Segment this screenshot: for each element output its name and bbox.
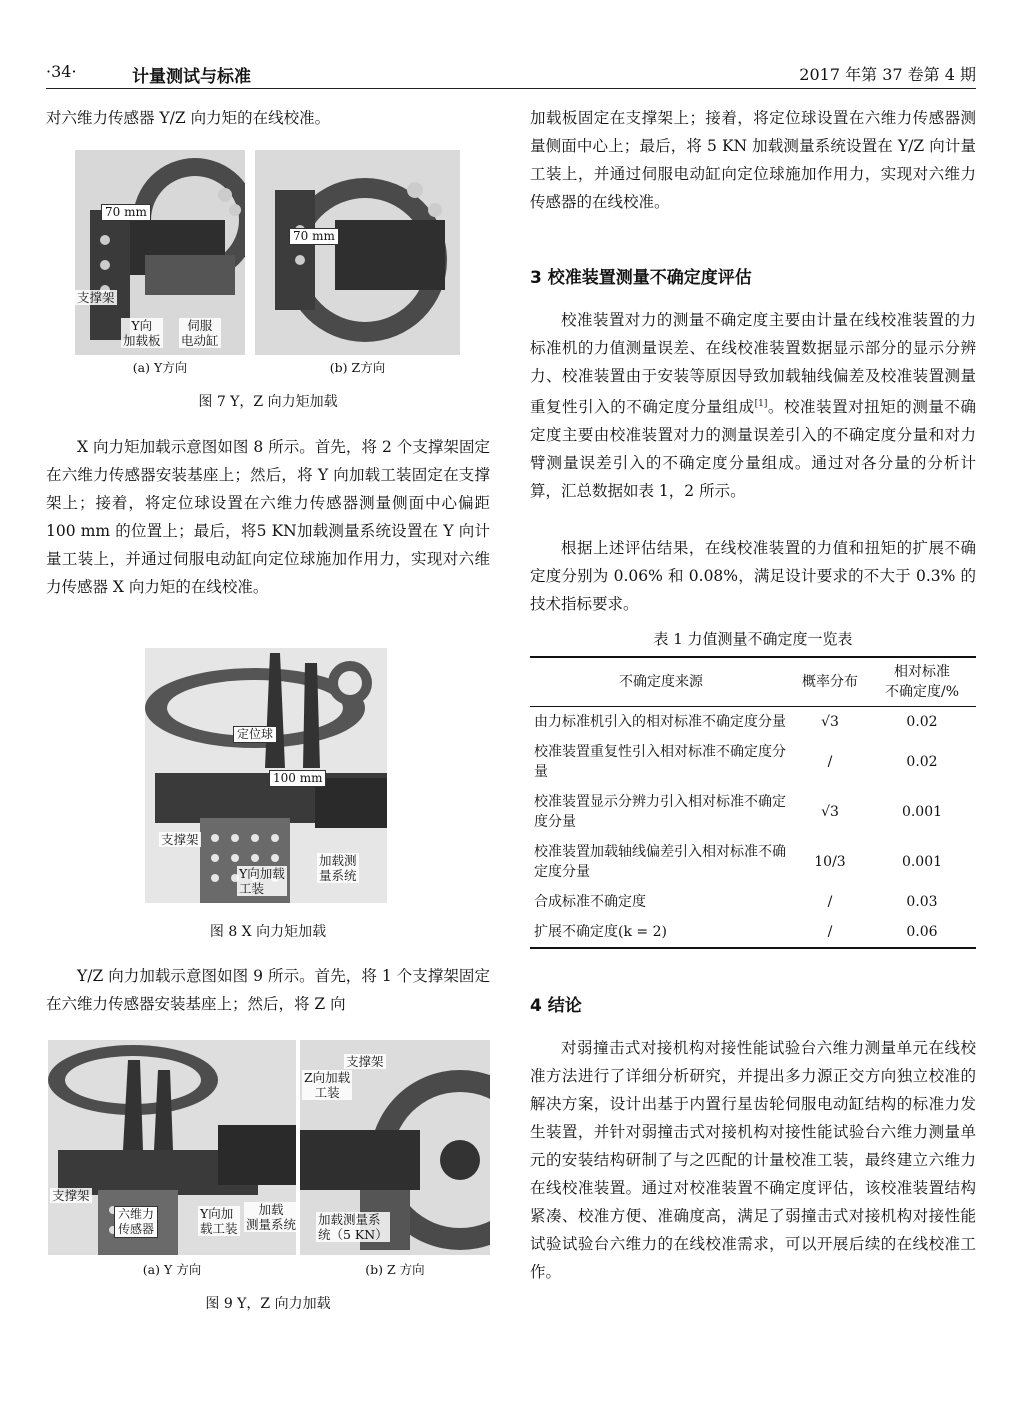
fig9a-system: 加载 测量系统	[244, 1202, 296, 1232]
figure-7a	[75, 150, 245, 355]
fig8-system: 加载测 量系统	[319, 853, 357, 883]
right-para-3: 对弱撞击式对接机构对接性能试验台六维力测量单元在线校准方法进行了详细分析研究，并提出多力源正交方向独立校准的解决方案，设计出基于内置行星齿轮伺服电动缸结构的标准力发生装置，并针对弱撞击式对接机构对接性能试验台六维力测量单元的安装结构研制了与之匹配的计量校准工装，最终建立六维力在线校准装置。通过对校准装置不确定度评估，该校准装置结构紧凑、校准方便、准确度高，满足了弱撞击式对接机构对接性能试验试验台六维力的在线校准需求，可以开展后续的在线校准工作。	[530, 1039, 976, 1281]
table-cell: 0.02	[906, 714, 938, 730]
right-para-1: 校准装置对力的测量不确定度主要由计量在线校准装置的力标准机的力值测量误差、在线校准装置数据显示部分的显示分辨力、校准装置由于安装等原因导致加载轴线偏差及校准装置测量重复性引入的不确定度分量组成[1]。校准装置对扭矩的测量不确定度主要由校准装置对力的测量误差引入的不确定度分量和对力臂测量误差引入的不确定度分量组成。通过对各分量的分析计算，汇总数据如表 1，2 所示。	[530, 311, 976, 501]
header-rule	[46, 88, 976, 89]
fig7b-dim: 70 mm	[289, 228, 339, 245]
table-cell: 合成标准不确定度	[534, 894, 646, 910]
fig9a-fixture: Y向加 载工装	[200, 1206, 238, 1236]
figure-9a	[48, 1040, 296, 1255]
table-header-row	[530, 657, 976, 707]
fig9b-system: 加载测量系 统（5 KN）	[318, 1212, 388, 1242]
left-para-2: Y/Z 向力加载示意图如图 9 所示。首先，将 1 个支撑架固定在六维力传感器安装基座上；然后，将 Z 向	[46, 967, 490, 1013]
fig9b-fixture: Z向加载 工装	[304, 1070, 351, 1100]
fig7a-dim: 70 mm	[101, 204, 151, 221]
fig8-ball-label: 定位球	[233, 726, 277, 743]
fig7a-support: 支撑架	[77, 290, 115, 305]
table-header: 不确定度来源	[530, 657, 792, 707]
table-cell: 校准装置加载轴线偏差引入相对标准不确定度分量	[534, 844, 786, 880]
fig8-caption: 图 8 X 向力矩加载	[209, 924, 327, 940]
fig9a-subcaption: (a) Y 方向	[142, 1262, 202, 1277]
table-cell: 校准装置重复性引入相对标准不确定度分量	[534, 744, 786, 780]
table-cell: /	[827, 754, 833, 770]
table-1-caption: 表 1 力值测量不确定度一览表	[653, 630, 853, 648]
table-cell: 扩展不确定度(k = 2)	[530, 917, 792, 948]
fig9a-sensor: 六维力 传感器	[114, 1206, 158, 1238]
figure-8	[145, 648, 387, 903]
table-cell: 由力标准机引入的相对标准不确定度分量	[534, 714, 786, 730]
left-para-1: X 向力矩加载示意图如图 8 所示。首先，将 2 个支撑架固定在六维力传感器安装基座上；然后，将 Y 向加载工装固定在支撑架上；接着，将定位球设置在六维力传感器测量侧面中心偏距 100 mm 的位置上；最后，将5 KN加载测量系统设置在 Y 向计量工装上，并通过伺服电动缸向定位球施加作用力，实现对六维力传感器 X 向力矩的在线校准。	[46, 438, 490, 596]
table-cell: 10/3	[814, 854, 846, 870]
figure-9b	[300, 1040, 490, 1255]
right-para-2: 根据上述评估结果，在线校准装置的力值和扭矩的扩展不确定度分别为 0.06% 和 0.08%，满足设计要求的不大于 0.3% 的技术指标要求。	[530, 539, 976, 613]
fig7a-cylinder: 伺服 电动缸	[181, 318, 219, 348]
table-row	[530, 837, 976, 887]
fig9a-support: 支撑架	[52, 1188, 90, 1203]
table-cell: 0.02	[906, 754, 938, 770]
left-para-0: 对六维力传感器 Y/Z 向力矩的在线校准。	[46, 109, 331, 127]
section-4-heading: 4 结论	[530, 996, 582, 1016]
fig8-dim: 100 mm	[269, 770, 326, 787]
page-header	[46, 62, 976, 86]
page-number: ·34·	[46, 62, 77, 81]
figure-7b-drawing	[255, 150, 460, 355]
figure-7b	[255, 150, 460, 355]
table-cell: /	[792, 917, 868, 948]
fig7b-subcaption: (b) Z方向	[329, 360, 386, 375]
fig8-support: 支撑架	[161, 832, 199, 847]
section-3-heading: 3 校准装置测量不确定度评估	[530, 268, 752, 288]
table-row	[530, 887, 976, 917]
table-cell: 0.001	[901, 804, 943, 820]
fig9b-support: 支撑架	[346, 1054, 384, 1069]
right-para-0: 加载板固定在支撑架上；接着，将定位球设置在六维力传感器测量侧面中心上；最后，将 5 KN 加载测量系统设置在 Y/Z 向计量工装上，并通过伺服电动缸向定位球施加作用力，实现对六维力传感器的在线校准。	[530, 109, 976, 211]
table-row	[530, 707, 976, 738]
table-cell: 校准装置显示分辨力引入相对标准不确定度分量	[534, 794, 786, 830]
uncertainty-table	[530, 656, 976, 949]
citation-ref: [1]	[754, 399, 768, 409]
fig9-caption: 图 9 Y，Z 向力加载	[205, 1296, 331, 1312]
table-cell: 0.06	[868, 917, 976, 948]
table-cell: √3	[821, 714, 839, 730]
journal-title: 计量测试与标准	[132, 67, 251, 87]
table-cell: 0.03	[906, 894, 938, 910]
fig7a-plate: Y向 加载板	[123, 318, 161, 348]
table-header: 相对标准 不确定度/%	[868, 657, 976, 707]
table-row	[530, 737, 976, 787]
table-row	[530, 917, 976, 948]
table-row	[530, 787, 976, 837]
table-cell: /	[827, 894, 833, 910]
table-cell: 0.001	[901, 854, 943, 870]
fig7-caption: 图 7 Y，Z 向力矩加载	[198, 394, 338, 410]
fig9b-subcaption: (b) Z 方向	[365, 1262, 425, 1277]
table-header: 概率分布	[792, 657, 868, 707]
fig8-plate: Y向加载 工装	[239, 866, 285, 896]
table-1	[530, 656, 976, 949]
fig7a-subcaption: (a) Y方向	[132, 360, 188, 375]
table-cell: √3	[821, 804, 839, 820]
issue-info: 2017 年第 37 卷第 4 期	[799, 65, 976, 84]
